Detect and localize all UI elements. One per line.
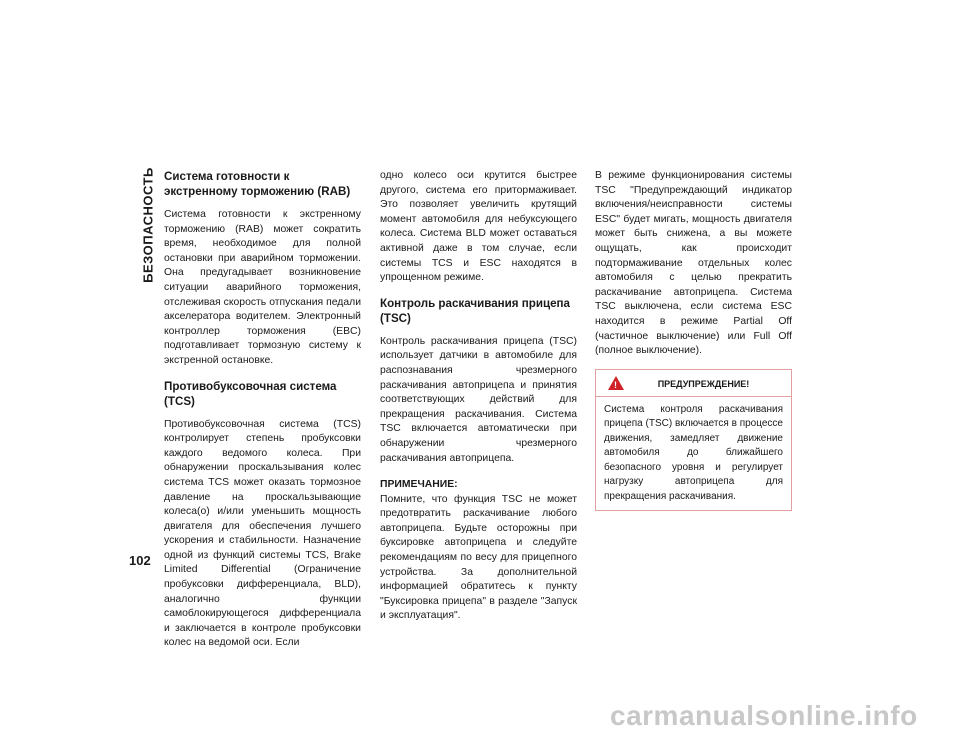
paragraph-tsc-mode: В режиме функционирования системы TSC "Предупреждающий индикатор включения/неисправности системы ESC" будет мигать, мощность двигателя может быть снижена, а вы можете ощущать, как происходит подтормаживание отдельных колес автомобиля с целью прекратить раскачивание автоприцепа. Система TSC выключена, если система ESC находится в режиме Partial Off (частичное выключение) или Full Off (полное выключение). xyxy=(595,170,792,357)
warning-text: Система контроля раскачивания прицепа (TSC) включается в процессе движения, замедляет движение автомобиля до ближайшего безопасного уровня и регулирует нагрузку автоприцепа для прекращения раскачивания. xyxy=(604,403,783,502)
warning-triangle-icon: ! xyxy=(608,376,624,390)
paragraph-bld: одно колесо оси крутится быстрее другого, система его притормаживает. Это позволяет увеличить крутящий момент автомобиля для небуксующего колеса. Система BLD может оставаться активной даже в том случае, если системы TCS и ESC находятся в упрощенном режиме. xyxy=(380,170,577,284)
warning-box xyxy=(595,369,792,512)
paragraph-tcs: Противобуксовочная система (TCS) контролирует степень пробуксовки каждого ведомого колеса. При обнаружении проскальзывания колес система TCS может оказать тормозное давление на проскальзывающие колеса(о) и/или уменьшить мощность двигателя для обеспечения лучшего ускорения и стабильности. Назначение одной из функций системы TCS, Brake Limited Differential (Ограничение пробуксовки дифференциала, BLD), аналогично функции самоблокирующегося дифференциала и заключается в контроле пробуксовки колес на ведомой оси. Если xyxy=(164,418,361,649)
warning-title: ПРЕДУПРЕЖДЕНИЕ! xyxy=(657,378,750,389)
paragraph-rab: Система готовности к экстренному торможению (RAB) может сократить время, необходимое для полной остановки при аварийном торможении. Она предугадывает возникновение ситуации аварийного торможения, отслеживая скорость отпускания педали акселератора водителем. Электронный контроллер торможения (EBC) подготавливает тормозную систему к экстренной остановке. xyxy=(164,209,361,366)
note-text: Помните, что функция TSC не может предотвратить раскачивание любого автоприцепа. Будьте осторожны при буксировке автоприцепа и следуйте рекомендациям по весу для прицепного устройства. За дополнительной информацией обратитесь к пункту "Буксировка прицепа" в разделе "Запуск и эксплуатация". xyxy=(380,493,577,622)
paragraph-tsc: Контроль раскачивания прицепа (TSC) использует датчики в автомобиле для распознавания чрезмерного раскачивания автоприцепа и принятия соответствующих действий для прекращения раскачивания. Система TSC включается автоматически при обнаружении чрезмерного раскачивания автоприцепа. xyxy=(380,335,577,464)
column-3 xyxy=(595,169,792,511)
column-1 xyxy=(164,169,361,651)
heading-tcs: Противобуксовочная система (TCS) xyxy=(164,379,337,408)
heading-tsc: Контроль раскачивания прицепа (TSC) xyxy=(380,296,571,325)
heading-rab: Система готовности к экстренному торможению (RAB) xyxy=(164,170,351,198)
watermark: carmanualsonline.info xyxy=(610,700,918,731)
warning-header xyxy=(596,370,791,397)
column-2 xyxy=(380,169,577,624)
page-number: 102 xyxy=(129,553,151,568)
note-title: ПРИМЕЧАНИЕ: xyxy=(380,479,458,491)
section-title: БЕЗОПАСНОСТЬ xyxy=(140,167,156,283)
section-tab xyxy=(139,155,157,295)
